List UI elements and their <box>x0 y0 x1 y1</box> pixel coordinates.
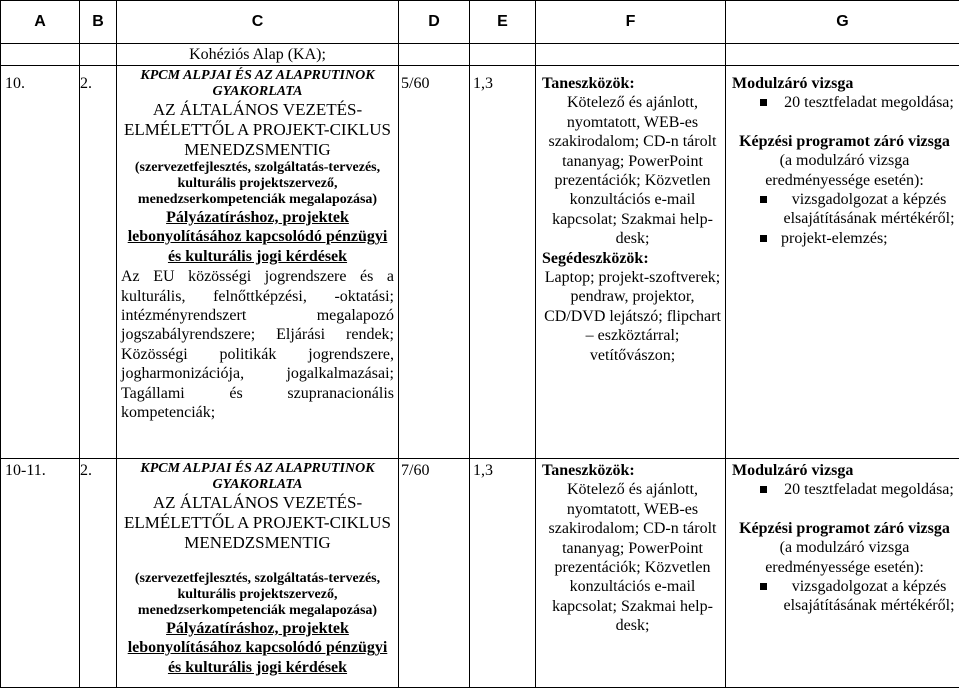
tools-text: Kötelező és ajánlott, nyomtatott, WEB-es szakirodalom; CD-n tárolt tananyag; PowerPoint prezentációk; Közvetlen konzultációs e-mail kapcsolat; Szakmai help-desk; <box>542 93 723 248</box>
header-row <box>1 1 959 44</box>
exam-heading: Modulzáró vizsga <box>732 74 957 93</box>
list-item: 20 tesztfeladat megoldása; <box>732 480 957 499</box>
list-item: 20 tesztfeladat megoldása; <box>732 93 957 112</box>
square-bullet-icon <box>760 583 767 590</box>
square-bullet-icon <box>760 486 767 493</box>
list-item: projekt-elemzés; <box>732 229 957 248</box>
final-exam-heading: Képzési programot záró vizsga <box>739 133 950 150</box>
topic-title: Pályázatíráshoz, projektek lebonyolításához kapcsolódó pénzügyi és kulturális jogi kérdések <box>121 208 394 266</box>
table-row <box>1 66 959 459</box>
hours: 7/60 <box>399 459 470 688</box>
table-row <box>1 459 959 688</box>
module-title: AZ ÁLTALÁNOS VEZETÉS-ELMÉLETTŐL A PROJEKT-CIKLUS MENEDZSMENTIG <box>121 100 394 160</box>
col-header-b: B <box>80 1 117 44</box>
tools-text: Kötelező és ajánlott, nyomtatott, WEB-es szakirodalom; CD-n tárolt tananyag; PowerPoint prezentációk; Közvetlen konzultációs e-mail kapcsolat; Szakmai help-desk; <box>542 480 723 635</box>
module-subtitle: (szervezetfejlesztés, szolgáltatás-tervezés, kulturális projektszervező, menedzserkompetenciák megalapozása) <box>121 160 394 208</box>
tools-cell <box>536 66 726 459</box>
continuation-row <box>1 44 959 66</box>
col-header-f: F <box>536 1 726 44</box>
credits: 1,3 <box>470 66 536 459</box>
tools-cell <box>536 459 726 688</box>
list-item: vizsgadolgozat a képzés elsajátításának mértékéről; <box>732 190 957 229</box>
program-title: KPCM ALPJAI ÉS AZ ALAPRUTINOK GYAKORLATA <box>121 68 394 100</box>
final-exam-note: (a modulzáró vizsga eredményessége esetén): <box>765 539 924 575</box>
program-title: KPCM ALPJAI ÉS AZ ALAPRUTINOK GYAKORLATA <box>121 461 394 493</box>
col-header-a: A <box>1 1 80 44</box>
final-exam-note: (a modulzáró vizsga eredményessége esetén): <box>765 152 924 188</box>
content-cell <box>117 459 399 688</box>
module-subtitle: (szervezetfejlesztés, szolgáltatás-tervezés, kulturális projektszervező, menedzserkompetenciák megalapozása) <box>121 571 394 619</box>
session-number: 10-11. <box>1 459 80 688</box>
topic-body: Az EU közösségi jogrendszere és a kulturális, felnőttképzési, -oktatási; intézményrendszert megalapozó jogszabályrendszere; Eljárási rendek; Közösségi politikák jogrendszere, jogharmonizációja, jogalkalmazásai; Tagállami és szupranacionális kompetenciák; <box>121 267 394 422</box>
content-cell <box>117 66 399 459</box>
col-header-c: C <box>117 1 399 44</box>
tools-heading: Taneszközök: <box>542 74 723 93</box>
topic-title: Pályázatíráshoz, projektek lebonyolításához kapcsolódó pénzügyi és kulturális jogi kérdések <box>121 619 394 677</box>
week-number: 2. <box>80 66 117 459</box>
session-number: 10. <box>1 66 80 459</box>
hours: 5/60 <box>399 66 470 459</box>
tools-heading: Taneszközök: <box>542 461 723 480</box>
module-title: AZ ÁLTALÁNOS VEZETÉS-ELMÉLETTŐL A PROJEKT-CIKLUS MENEDZSMENTIG <box>121 493 394 553</box>
square-bullet-icon <box>760 99 767 106</box>
week-number: 2. <box>80 459 117 688</box>
exam-cell <box>726 66 959 459</box>
aids-heading: Segédeszközök: <box>542 249 723 268</box>
credits: 1,3 <box>470 459 536 688</box>
square-bullet-icon <box>760 235 767 242</box>
continued-text: Kohéziós Alap (KA); <box>117 44 399 66</box>
col-header-g: G <box>726 1 959 44</box>
square-bullet-icon <box>760 196 767 203</box>
final-exam-heading: Képzési programot záró vizsga <box>739 520 950 537</box>
aids-text: Laptop; projekt-szoftverek; pendraw, projektor, CD/DVD lejátszó; flipchart – eszköztárral; vetítővászon; <box>542 268 723 365</box>
exam-heading: Modulzáró vizsga <box>732 461 957 480</box>
list-item: vizsgadolgozat a képzés elsajátításának mértékéről; <box>732 577 957 616</box>
col-header-d: D <box>399 1 470 44</box>
col-header-e: E <box>470 1 536 44</box>
exam-cell <box>726 459 959 688</box>
